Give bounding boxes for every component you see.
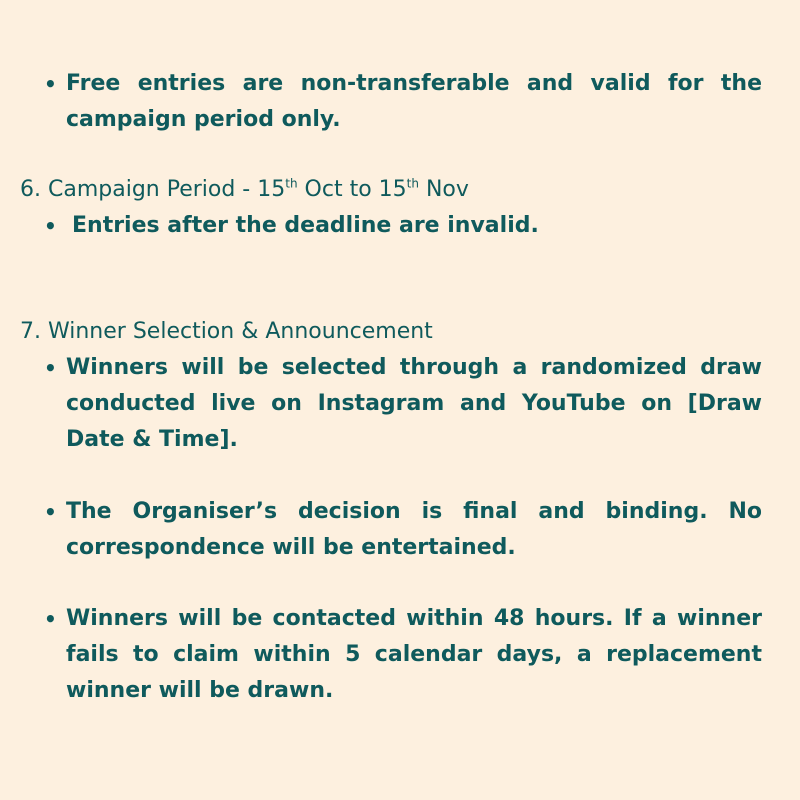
bullet-text: Winners will be contacted within 48 hours. If a winner fails to claim within 5 calendar days, a replacement winner will be drawn. [66,606,762,703]
heading-superscript-2: th [406,176,419,191]
section-heading-winner-selection: 7. Winner Selection & Announcement [20,319,433,344]
bullet-text: Winners will be selected through a randomized draw conducted live on Instagram and YouTube on [Draw Date & Time]. [66,355,762,452]
bullet-dot-icon: • [44,72,57,96]
bullet-dot-icon: • [44,607,57,631]
bullet-text: Free entries are non-transferable and valid for the campaign period only. [66,71,762,132]
section-heading-campaign-period [20,172,780,208]
heading-superscript-1: th [285,176,298,191]
heading-prefix: 6. Campaign Period - 15 [20,177,286,202]
bullet-dot-icon: • [44,500,57,524]
bullet-dot-icon: • [44,356,57,380]
bullet-text: The Organiser’s decision is final and binding. No correspondence will be entertained. [66,499,762,560]
heading-middle: Oct to 15 [297,177,407,202]
bullet-dot-icon: • [44,214,57,238]
heading-suffix: Nov [418,177,469,202]
bullet-text: Entries after the deadline are invalid. [72,213,539,238]
